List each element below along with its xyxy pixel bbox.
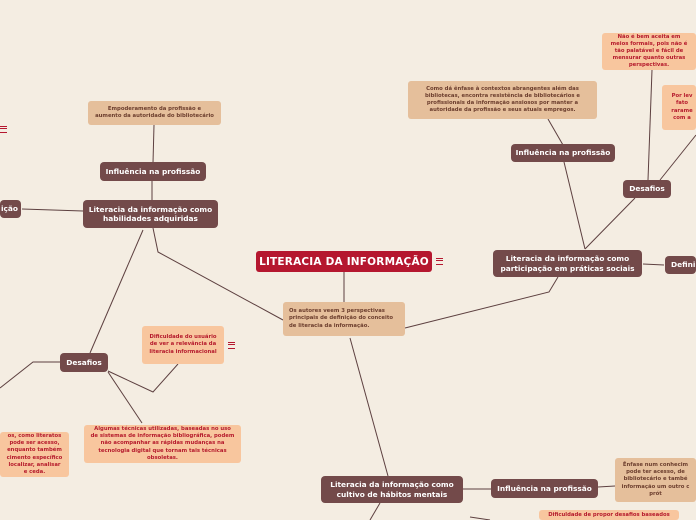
social-challenge-1[interactable]: Não é bem aceita em meios formais, pois não é tão palatável e fácil de mensurar quanto outras perspectivas. bbox=[602, 33, 696, 70]
skills-challenges[interactable]: Desafios bbox=[60, 353, 108, 372]
skills-challenge-2[interactable]: Algumas técnicas utilizadas, baseadas no uso de sistemas de informação bibliográfica, podem não acompanhar as rápidas mudanças na tecnologia digital que tornam tais técnicas obsoletas. bbox=[84, 425, 241, 463]
topic-skills[interactable]: Literacia da informação como habilidades adquiridas bbox=[83, 200, 218, 228]
root-topic[interactable] bbox=[256, 251, 432, 272]
topic-social[interactable]: Literacia da informação como participação em práticas sociais bbox=[493, 250, 642, 277]
habits-influence[interactable]: Influência na profissão bbox=[491, 479, 598, 498]
note-icon[interactable] bbox=[228, 342, 235, 349]
social-definition-partial[interactable]: Defini bbox=[665, 256, 696, 274]
skills-challenge-1[interactable]: Dificuldade do usuário de ver a relevância da literacia informacional bbox=[142, 326, 224, 364]
social-challenge-2-partial[interactable]: Por lev fato rarame com a bbox=[662, 85, 696, 130]
note-icon[interactable] bbox=[0, 126, 7, 133]
skills-influence-note[interactable]: Empoderamento da profissão e aumento da autoridade do bibliotecário bbox=[88, 101, 221, 125]
skills-definition-partial[interactable]: ição bbox=[0, 200, 21, 218]
root-title: LITERACIA DA INFORMAÇÃO bbox=[259, 255, 429, 268]
habits-influence-note-partial[interactable]: Ênfase num conhecim pode ter acesso, de bibliotecário e també informação um outro c prót bbox=[615, 458, 696, 502]
skills-challenge-3-partial[interactable]: os, como literatos pode ser acesso, enquanto também cimento específico localizar, analisar e ceda. bbox=[0, 432, 69, 477]
topic-habits[interactable]: Literacia da informação como cultivo de hábitos mentais bbox=[321, 476, 463, 503]
note-icon[interactable] bbox=[436, 258, 443, 265]
social-challenges[interactable]: Desafios bbox=[623, 180, 671, 198]
habits-challenge-1-partial[interactable]: Dificuldade de propor desafios baseados bbox=[539, 510, 679, 520]
center-note[interactable]: Os autores veem 3 perspectivas principais de definição do conceito de literacia da informação. bbox=[283, 302, 405, 336]
social-influence-note[interactable]: Como dá ênfase à contextos abrangentes além das bibliotecas, encontra resistência de bibliotecários e profissionais da informação ansiosos por manter a autoridade da profissão e seus atuais empregos. bbox=[408, 81, 597, 119]
skills-influence[interactable]: Influência na profissão bbox=[100, 162, 206, 181]
social-influence[interactable]: Influência na profissão bbox=[511, 144, 615, 162]
